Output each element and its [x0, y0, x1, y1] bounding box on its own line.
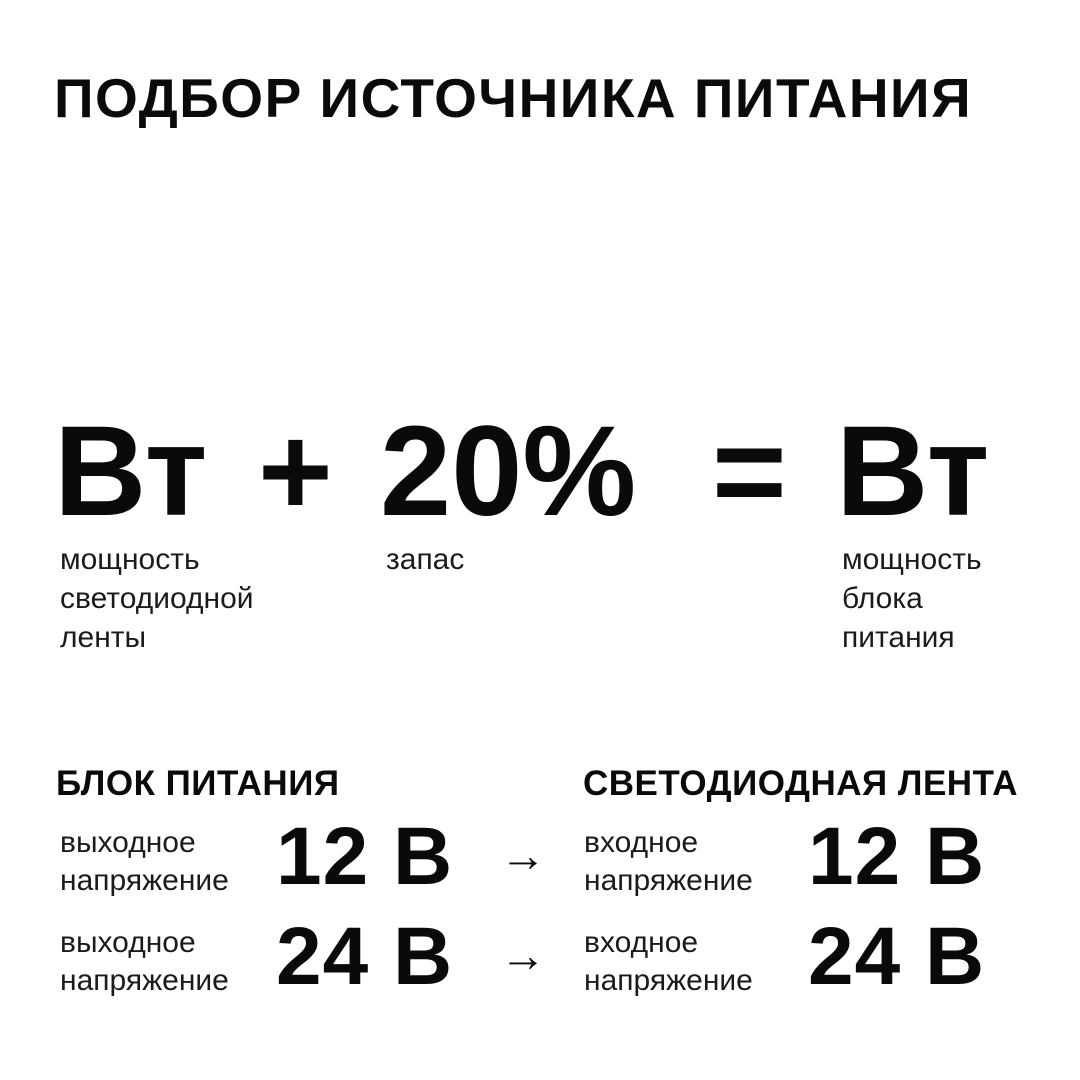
led-strip-power-label-line2: светодиодной — [60, 582, 254, 615]
output-voltage-label-line2: напряжение — [60, 964, 229, 997]
voltage-comparison-section — [0, 764, 1080, 1054]
right-arrow-icon: → — [500, 829, 546, 881]
led-strip-power-label-line1: мощность — [60, 543, 200, 576]
reserve-label-line1: запас — [386, 543, 465, 576]
voltage-row-12v — [0, 811, 1080, 914]
right-arrow-icon: → — [500, 929, 546, 981]
formula-section — [0, 400, 1080, 668]
psu-column-header: БЛОК ПИТАНИЯ — [56, 764, 340, 803]
page-title: ПОДБОР ИСТОЧНИКА ПИТАНИЯ — [54, 67, 973, 129]
input-voltage-value-24v: 24 В — [808, 911, 986, 1002]
input-voltage-label-line1: входное — [584, 826, 699, 859]
led-strip-power-label — [60, 540, 254, 657]
psu-power-label-line3: питания — [842, 621, 955, 654]
output-voltage-value-12v: 12 В — [276, 811, 454, 902]
led-strip-power-label-line3: ленты — [60, 621, 147, 654]
formula-led-watts: Вт — [54, 400, 208, 543]
led-strip-column-header: СВЕТОДИОДНАЯ ЛЕНТА — [583, 764, 1019, 803]
formula-psu-watts: Вт — [836, 400, 990, 543]
reserve-label — [386, 540, 464, 579]
psu-power-label-line1: мощность — [842, 543, 982, 576]
output-voltage-label-line1: выходное — [60, 826, 196, 859]
output-voltage-value-24v: 24 В — [276, 911, 454, 1002]
formula-reserve-percent: 20% — [380, 400, 637, 543]
output-voltage-label — [60, 824, 229, 900]
plus-sign: + — [258, 400, 333, 543]
input-voltage-label — [584, 824, 753, 900]
input-voltage-value-12v: 12 В — [808, 811, 986, 902]
output-voltage-label-line1: выходное — [60, 926, 196, 959]
psu-power-label — [842, 540, 982, 657]
equals-sign: = — [712, 400, 787, 543]
voltage-row-24v — [0, 911, 1080, 1014]
output-voltage-label-line2: напряжение — [60, 864, 229, 897]
input-voltage-label-line1: входное — [584, 926, 699, 959]
input-voltage-label-line2: напряжение — [584, 864, 753, 897]
input-voltage-label — [584, 924, 753, 1000]
psu-power-label-line2: блока — [842, 582, 923, 615]
output-voltage-label — [60, 924, 229, 1000]
input-voltage-label-line2: напряжение — [584, 964, 753, 997]
